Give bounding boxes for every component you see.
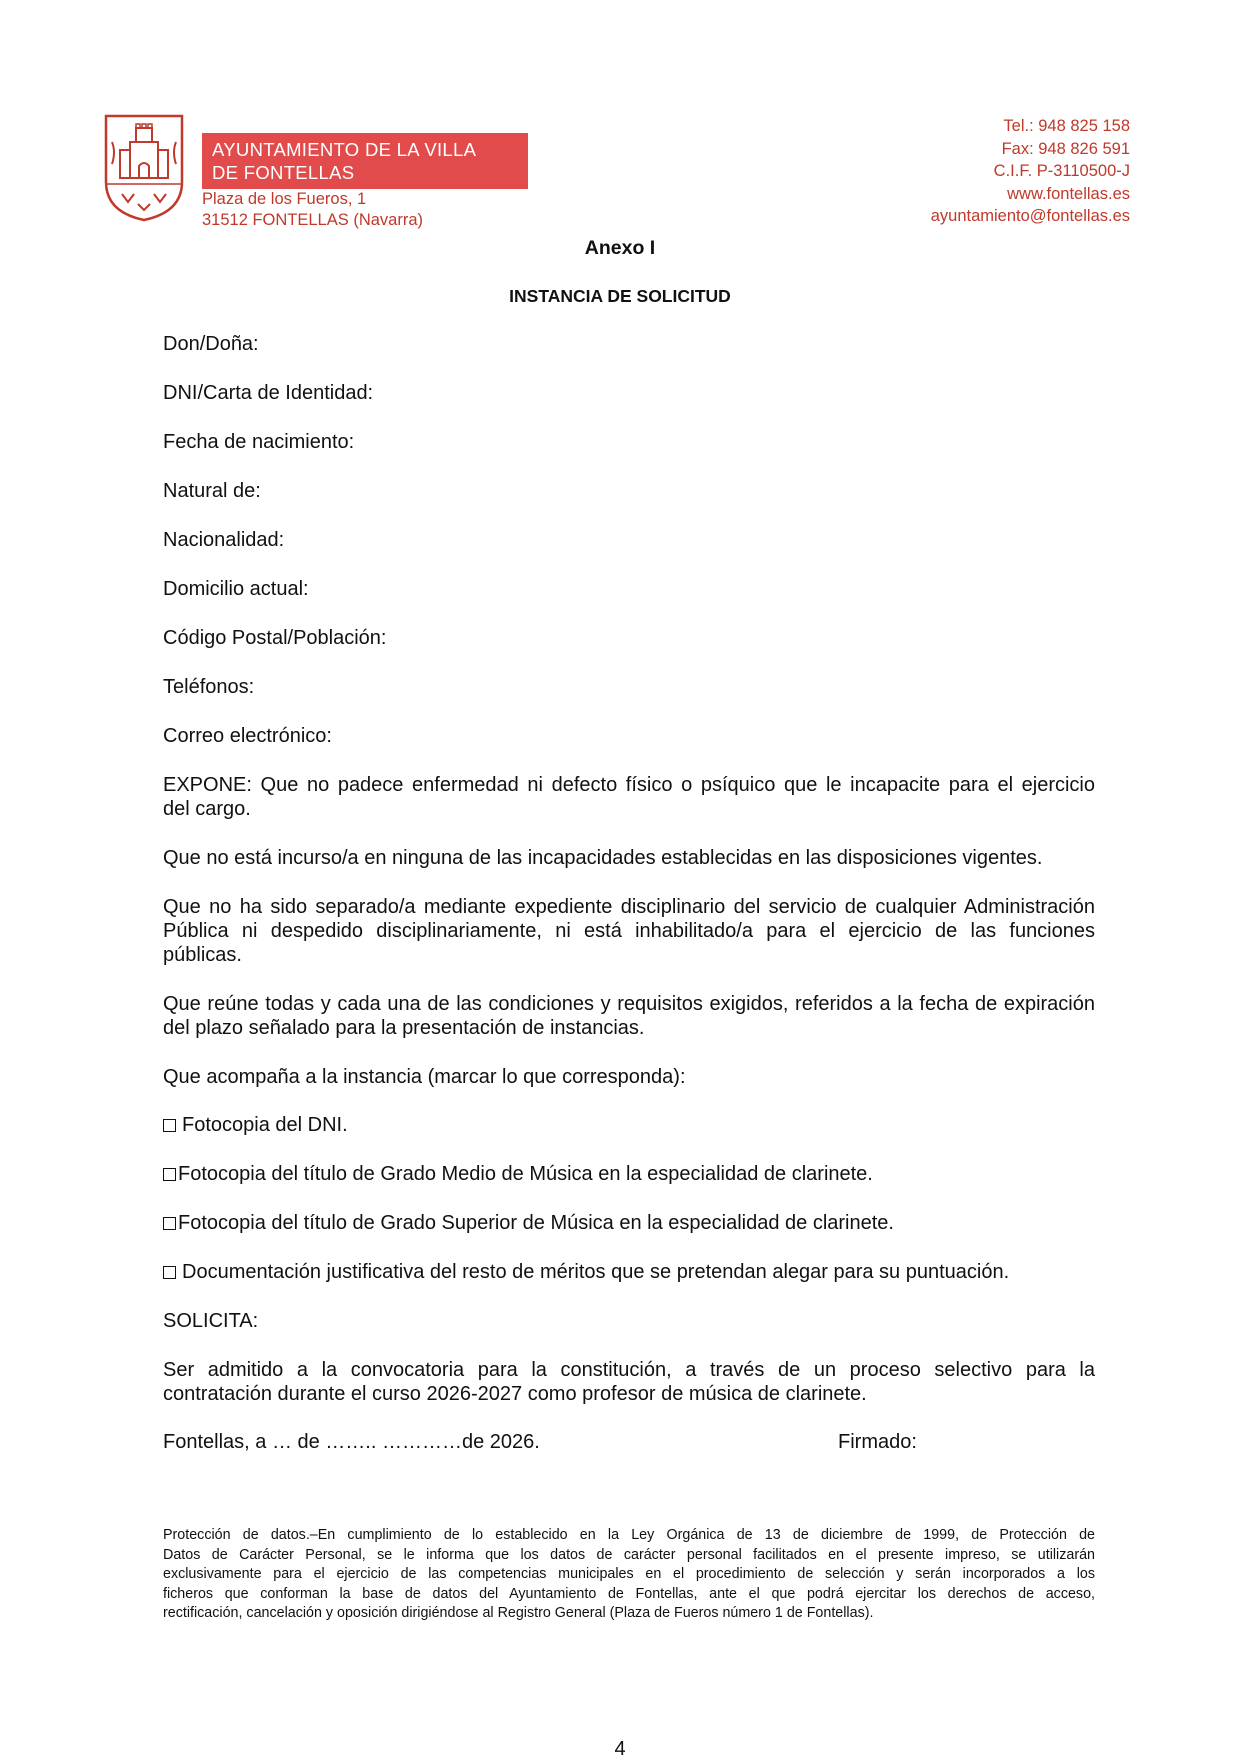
data-protection-line5: rectificación, cancelación y oposición dirigiéndose al Registro General (Plaza de Fueros número 1 de Fontellas). <box>163 1605 874 1621</box>
field-nationality: Nacionalidad: <box>163 529 285 551</box>
contact-cif: C.I.F. P-3110500-J <box>993 162 1130 180</box>
field-phones: Teléfonos: <box>163 676 255 698</box>
contact-fax: Fax: 948 826 591 <box>1001 139 1130 158</box>
expone-paragraph-2: Que no está incurso/a en ninguna de las incapacidades establecidas en las disposiciones vigentes. <box>163 847 1043 869</box>
org-name-line1: AYUNTAMIENTO DE LA VILLA <box>212 139 477 160</box>
solicita-line1: Ser admitido a la convocatoria para la constitución, a través de un proceso selectivo para la <box>163 1359 1095 1381</box>
field-address: Domicilio actual: <box>163 578 309 600</box>
expone-p4-line1: Que reúne todas y cada una de las condiciones y requisitos exigidos, referidos a la fecha de expiración <box>163 993 1095 1015</box>
place-date-line: Fontellas, a … de …….. …………de 2026. <box>163 1431 540 1453</box>
field-email: Correo electrónico: <box>163 725 332 747</box>
data-protection-line4: ficheros que conforman la base de datos del Ayuntamiento de Fontellas, ante el que podrá ejercitar los derechos de acceso, <box>163 1585 1095 1602</box>
field-postal-code: Código Postal/Población: <box>163 627 387 649</box>
org-name-band <box>202 133 528 189</box>
solicita-line2: contratación durante el curso 2026-2027 como profesor de música de clarinete. <box>163 1383 867 1405</box>
expone-p3-line3: públicas. <box>163 944 242 966</box>
solicita-paragraph <box>163 1358 1095 1406</box>
expone-p1-line2: del cargo. <box>163 798 251 820</box>
checkbox-icon[interactable] <box>163 1119 176 1132</box>
address-line2: 31512 FONTELLAS (Navarra) <box>202 211 424 229</box>
field-birthplace: Natural de: <box>163 480 261 502</box>
annex-title: Anexo I <box>584 237 656 259</box>
contact-tel: Tel.: 948 825 158 <box>1003 117 1130 135</box>
checkbox-icon[interactable] <box>163 1266 176 1279</box>
data-protection-note <box>163 1526 1095 1624</box>
form-title: INSTANCIA DE SOLICITUD <box>509 286 731 306</box>
contact-web[interactable]: www.fontellas.es <box>1007 184 1130 203</box>
expone-paragraph-4 <box>163 992 1095 1040</box>
signed-label: Firmado: <box>838 1431 917 1453</box>
data-protection-line3: exclusivamente para el ejercicio de las competencias municipales en el procedimiento de selección y serán incorporados a los <box>163 1566 1095 1582</box>
address-line1: Plaza de los Fueros, 1 <box>202 190 367 208</box>
solicita-label: SOLICITA: <box>163 1310 259 1332</box>
field-birthdate: Fecha de nacimiento: <box>163 431 355 453</box>
field-dni: DNI/Carta de Identidad: <box>163 382 374 404</box>
checkbox-icon[interactable] <box>163 1217 176 1230</box>
expone-p3-line1: Que no ha sido separado/a mediante expediente disciplinario del servicio de cualquier Administración <box>163 896 1095 918</box>
expone-paragraph-1 <box>163 773 1095 821</box>
field-name: Don/Doña: <box>163 333 259 355</box>
page-number: 4 <box>614 1738 626 1760</box>
data-protection-line1: Protección de datos.–En cumplimiento de lo establecido en la Ley Orgánica de 13 de diciembre de 1999, de Protección de <box>163 1527 1095 1543</box>
expone-paragraph-5: Que acompaña a la instancia (marcar lo que corresponda): <box>163 1066 686 1088</box>
checkbox-icon[interactable] <box>163 1168 176 1181</box>
expone-p1-line1: EXPONE: Que no padece enfermedad ni defecto físico o psíquico que le incapacite para el ejercicio <box>163 774 1095 796</box>
attachment-item-dni <box>163 1114 348 1137</box>
expone-paragraph-3 <box>163 895 1095 967</box>
contact-email[interactable]: ayuntamiento@fontellas.es <box>930 207 1130 225</box>
expone-p3-line2: Pública ni despedido disciplinariamente, ni está inhabilitado/a para el ejercicio de las funciones <box>163 920 1095 942</box>
attachment-item-meritos <box>163 1261 1009 1284</box>
attachment-label: Fotocopia del DNI. <box>182 1114 348 1136</box>
attachment-label: Documentación justificativa del resto de méritos que se pretendan alegar para su puntuación. <box>182 1261 1010 1283</box>
attachment-item-grado-medio <box>163 1163 873 1186</box>
data-protection-line2: Datos de Carácter Personal, se le informa que los datos de carácter personal facilitados en el presente impreso, se utilizarán <box>163 1546 1095 1563</box>
municipal-crest-logo <box>102 112 186 222</box>
expone-p4-line2: del plazo señalado para la presentación de instancias. <box>163 1017 645 1039</box>
attachment-label: Fotocopia del título de Grado Superior de Música en la especialidad de clarinete. <box>178 1212 894 1234</box>
attachment-item-grado-superior <box>163 1212 894 1235</box>
contact-block <box>931 115 1130 228</box>
attachment-label: Fotocopia del título de Grado Medio de Música en la especialidad de clarinete. <box>178 1163 873 1185</box>
org-name-line2: DE FONTELLAS <box>212 162 355 183</box>
